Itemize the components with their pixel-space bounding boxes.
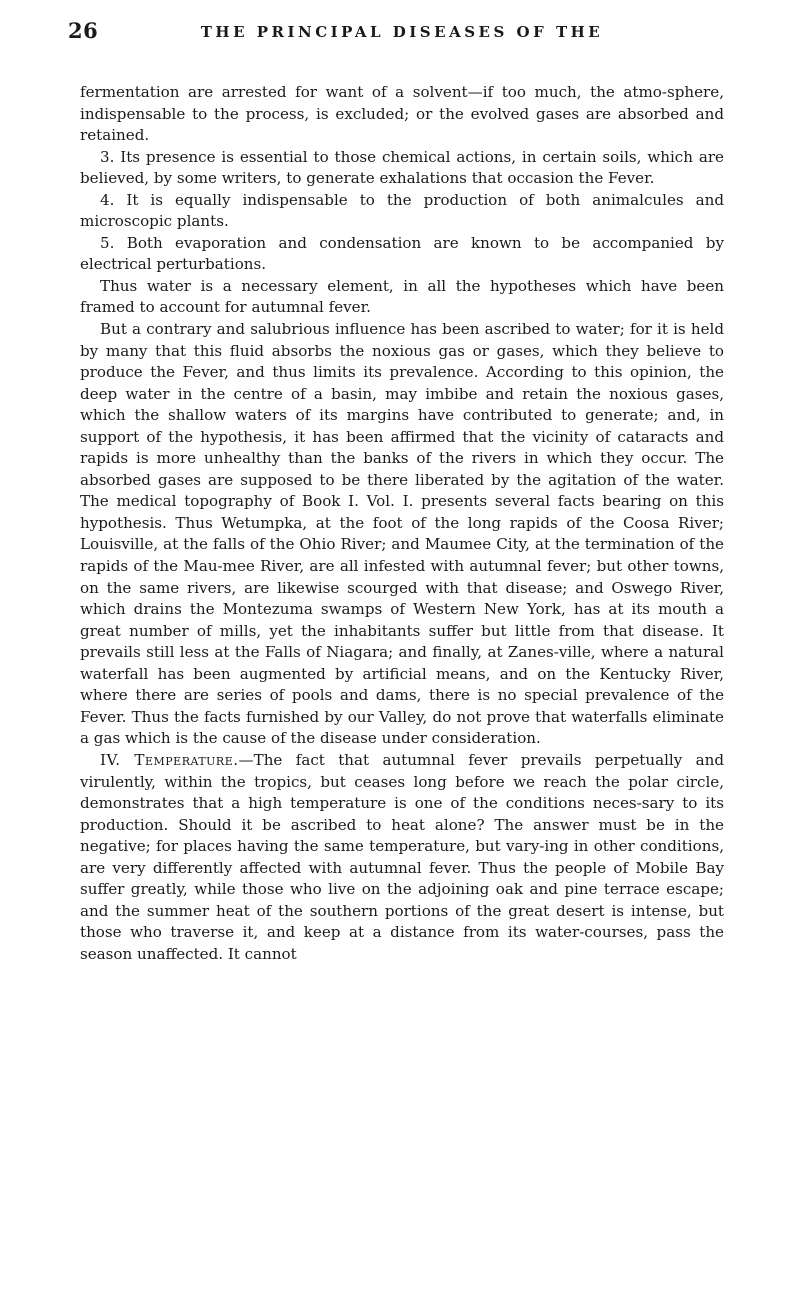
paragraph: But a contrary and salubrious influence has been ascribed to water; for it is held by many that this fluid absorbs the noxious gas or gases, which they believe to produce the Fever, and thus limits its prevalence. According to this opinion, the deep water in the centre of a basin, may imbibe and retain the noxious gases, which the shallow waters of its margins have contributed to generate; and, in support of the hypothesis, it has been affirmed that the vicinity of cataracts and rapids is more unhealthy than the banks of the rivers in which they occur. The absorbed gases are supposed to be there liberated by the agitation of the water. The medical topography of Book I. Vol. I. presents several facts bearing on this hypothesis. Thus Wetumpka, at the foot of the long rapids of the Coosa River; Louisville, at the falls of the Ohio River; and Maumee City, at the termination of the rapids of the Mau-mee River, are all infested with autumnal fever; but other towns, on the same rivers, are likewise scourged with that disease; and Oswego River, which drains the Montezuma swamps of Western New York, has at its mouth a great number of mills, yet the inhabitants suffer but little from that disease. It prevails still less at the Falls of Niagara; and finally, at Zanes-ville, where a natural waterfall has been augmented by artificial means, and on the Kentucky River, where there are series of pools and dams, there is no special prevalence of the Fever. Thus the facts furnished by our Valley, do not prove that waterfalls eliminate a gas which is the cause of the disease under consideration. bbox=[80, 320, 724, 748]
paragraph: 5. Both evaporation and condensation are known to be accompanied by electrical perturbations. bbox=[80, 233, 724, 274]
running-head-title: THE PRINCIPAL DISEASES OF THE bbox=[200, 23, 604, 41]
paragraph: 3. Its presence is essential to those chemical actions, in certain soils, which are believed, by some writers, to generate exhalations that occasion the Fever. bbox=[80, 147, 724, 188]
section-heading: IV. Temperature. bbox=[100, 750, 239, 769]
paragraph: Thus water is a necessary element, in all the hypotheses which have been framed to account for autumnal fever. bbox=[80, 276, 724, 317]
page-number: 26 bbox=[68, 18, 99, 43]
paragraph bbox=[80, 750, 724, 965]
running-head bbox=[68, 18, 724, 54]
paragraph-text: —The fact that autumnal fever prevails perpetually and virulently, within the tropics, but ceases long before we reach the polar circle, demonstrates that a high temperature is one of the conditions neces-sary to its production. Should it be ascribed to heat alone? The answer must be in the negative; for places having the same temperature, but vary-ing in other conditions, are very differently affected with autumnal fever. Thus the people of Mobile Bay suffer greatly, while those who live on the adjoining oak and pine terrace escape; and the summer heat of the southern portions of the great desert is intense, but those who traverse it, and keep at a distance from its water-courses, pass the season unaffected. It cannot bbox=[80, 750, 725, 963]
paragraph: fermentation are arrested for want of a solvent—if too much, the atmo-sphere, indispensable to the process, is excluded; or the evolved gases are absorbed and retained. bbox=[80, 83, 724, 145]
body-text bbox=[80, 82, 724, 965]
paragraph: 4. It is equally indispensable to the production of both animalcules and microscopic plants. bbox=[80, 190, 724, 231]
